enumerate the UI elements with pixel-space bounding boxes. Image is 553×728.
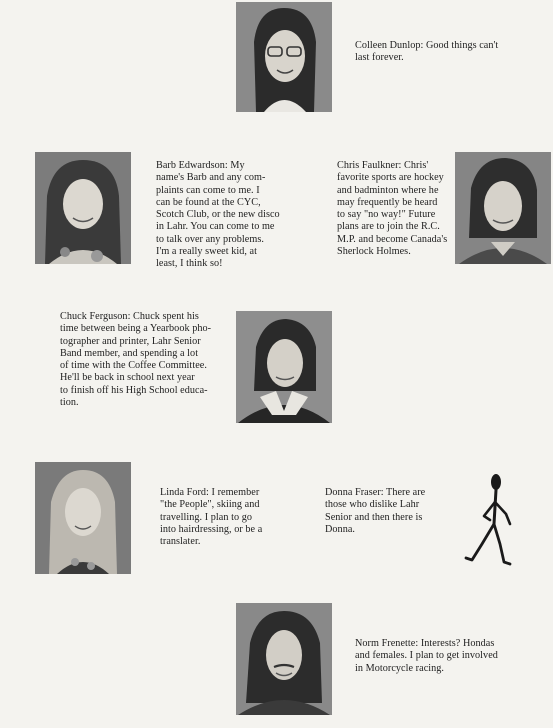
caption-norm-frenette: Norm Frenette: Interests? Hondas and females. I plan to get involved in Motorcycle racing. bbox=[355, 638, 498, 674]
caption-donna-fraser: Donna Fraser: There are those who dislike Lahr Senior and then there is Donna. bbox=[325, 487, 426, 535]
caption-chris-faulkner: Chris Faulkner: Chris' favorite sports are hockey and badminton where he may frequently be heard to say "no way!" Future plans are to join the R.C. M.P. and become Canada's Sherlock Holmes. bbox=[337, 160, 448, 258]
portrait-chuck-ferguson bbox=[236, 311, 332, 423]
caption-colleen-dunlop: Colleen Dunlop: Good things can't last forever. bbox=[355, 40, 499, 64]
portrait-barb-edwardson bbox=[35, 152, 131, 264]
caption-linda-ford: Linda Ford: I remember "the People", skiing and travelling. I plan to go into hairdressing, or be a translater. bbox=[160, 487, 263, 548]
portrait-norm-frenette bbox=[236, 603, 332, 715]
caption-chuck-ferguson: Chuck Ferguson: Chuck spent his time between being a Yearbook pho- tographer and printer, Lahr Senior Band member, and spending a lot of time with the Coffee Committee. He'll be back in school next year to finish off his High School educa- tion. bbox=[60, 311, 212, 409]
stick-figure-drawing bbox=[460, 472, 518, 570]
portrait-linda-ford bbox=[35, 462, 131, 574]
caption-barb-edwardson: Barb Edwardson: My name's Barb and any com- plaints can come to me. I can be found at the CYC, Scotch Club, or the new disco in Lahr. You can come to me to talk over any problems. I'm a really sweet kid, at least, I think so! bbox=[156, 160, 280, 270]
portrait-colleen-dunlop bbox=[236, 2, 332, 112]
portrait-chris-faulkner bbox=[455, 152, 551, 264]
